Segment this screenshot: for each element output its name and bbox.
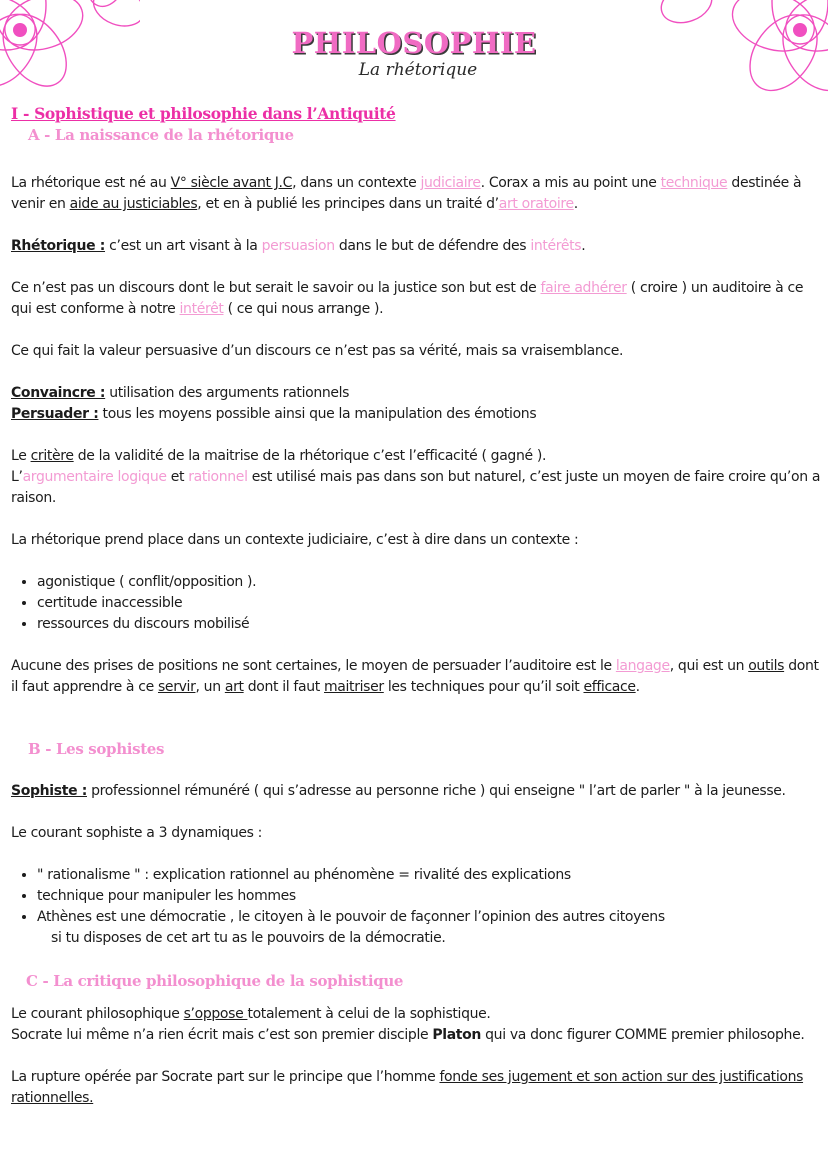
list-item-continuation: si tu disposes de cet art tu as le pouvoirs de la démocratie. bbox=[51, 930, 446, 946]
definition-persuader bbox=[11, 404, 823, 425]
definition-rhetorique bbox=[11, 236, 823, 257]
definition-term: Rhétorique : bbox=[11, 238, 106, 254]
page-header bbox=[0, 26, 828, 80]
pink-term: technique bbox=[660, 175, 728, 191]
underlined-text: servir bbox=[157, 679, 196, 695]
list-item: • agonistique ( conflit/opposition ). bbox=[37, 572, 823, 593]
paragraph bbox=[11, 467, 823, 509]
text: est utilisé mais pas dans son but naturel, c’est juste un moyen de faire croire qu’on a raison. bbox=[11, 469, 821, 506]
section-heading-b: B - Les sophistes bbox=[28, 740, 165, 758]
text: Ce n’est pas un discours dont le but serait le savoir ou la justice son but est de bbox=[11, 280, 541, 296]
list-item: • certitude inaccessible bbox=[37, 593, 823, 614]
list-item: • " rationalisme " : explication rationnel au phénomène = rivalité des explications bbox=[37, 865, 823, 886]
section-heading-c: C - La critique philosophique de la sophistique bbox=[26, 972, 404, 990]
text: tous les moyens possible ainsi que la manipulation des émotions bbox=[98, 406, 537, 422]
text: qui va donc figurer COMME premier philosophe. bbox=[481, 1027, 805, 1043]
text: et bbox=[166, 469, 189, 485]
text: de la validité de la maitrise de la rhétorique c’est l’efficacité ( gagné ). bbox=[73, 448, 547, 464]
text: Aucune des prises de positions ne sont certaines, le moyen de persuader l’auditoire est le bbox=[11, 658, 616, 674]
pink-term: intérêts bbox=[530, 238, 582, 254]
paragraph: Le courant sophiste a 3 dynamiques : bbox=[11, 825, 263, 841]
paragraph bbox=[11, 173, 823, 215]
list-item bbox=[37, 907, 823, 949]
underlined-text: efficace bbox=[583, 679, 636, 695]
pink-term: faire adhérer bbox=[540, 280, 627, 296]
text: , un bbox=[195, 679, 225, 695]
text: La rupture opérée par Socrate part sur le principe que l’homme bbox=[11, 1069, 440, 1085]
definition-convaincre bbox=[11, 383, 823, 404]
text: les techniques pour qu’il soit bbox=[383, 679, 584, 695]
text: L’ bbox=[11, 469, 23, 485]
pink-term: art oratoire bbox=[498, 196, 574, 212]
pink-term: langage bbox=[615, 658, 670, 674]
paragraph bbox=[11, 446, 823, 467]
text: , dans un contexte bbox=[292, 175, 421, 191]
text: Socrate lui même n’a rien écrit mais c’est son premier disciple bbox=[11, 1027, 433, 1043]
bullet-list bbox=[11, 572, 823, 635]
underlined-text: art bbox=[224, 679, 244, 695]
paragraph bbox=[11, 278, 823, 320]
text: professionnel rémunéré ( qui s’adresse au personne riche ) qui enseigne " l’art de parler " à la jeunesse. bbox=[86, 783, 786, 799]
text: destinée à venir en bbox=[11, 175, 802, 212]
pink-term: intérêt bbox=[179, 301, 224, 317]
text: dont il faut apprendre à ce bbox=[11, 658, 819, 695]
underlined-text: aide au justiciables bbox=[69, 196, 198, 212]
pink-term: argumentaire logique bbox=[22, 469, 167, 485]
page-subtitle: La rhétorique bbox=[358, 60, 478, 80]
text: Athènes est une démocratie , le citoyen à le pouvoir de façonner l’opinion des autres citoyens bbox=[37, 909, 665, 925]
underlined-text: V° siècle avant J.C bbox=[170, 175, 293, 191]
bold-name: Platon bbox=[432, 1027, 482, 1043]
underlined-text: fonde ses jugement et son action sur des justifications rationnelles. bbox=[11, 1069, 804, 1106]
underlined-text: outils bbox=[748, 658, 785, 674]
text: ( ce qui nous arrange ). bbox=[223, 301, 384, 317]
pink-term: judiciaire bbox=[420, 175, 481, 191]
text: dont il faut bbox=[243, 679, 324, 695]
pink-term: rationnel bbox=[188, 469, 248, 485]
text: , qui est un bbox=[669, 658, 749, 674]
page-title: PHILOSOPHIE bbox=[291, 26, 537, 60]
paragraph bbox=[11, 656, 823, 698]
definition-sophiste bbox=[11, 781, 823, 802]
text: . bbox=[635, 679, 640, 695]
text: . Corax a mis au point une bbox=[480, 175, 661, 191]
text: . bbox=[581, 238, 586, 254]
document-body bbox=[11, 104, 823, 1109]
definition-term: Persuader : bbox=[11, 406, 99, 422]
bullet-list bbox=[11, 865, 823, 949]
paragraph bbox=[11, 1067, 823, 1109]
text: dans le but de défendre des bbox=[334, 238, 531, 254]
definition-term: Convaincre : bbox=[11, 385, 106, 401]
text: Le courant philosophique bbox=[11, 1006, 184, 1022]
section-heading-1: I - Sophistique et philosophie dans l’Antiquité bbox=[11, 104, 396, 123]
section-heading-a: A - La naissance de la rhétorique bbox=[28, 126, 294, 144]
list-item: • technique pour manipuler les hommes bbox=[37, 886, 823, 907]
text: ( croire ) un auditoire à ce qui est conforme à notre bbox=[11, 280, 804, 317]
text: totalement à celui de la sophistique. bbox=[247, 1006, 491, 1022]
paragraph bbox=[11, 1004, 823, 1025]
list-item: • ressources du discours mobilisé bbox=[37, 614, 823, 635]
paragraph: Ce qui fait la valeur persuasive d’un discours ce n’est pas sa vérité, mais sa vraisemblance. bbox=[11, 343, 624, 359]
underlined-text: critère bbox=[30, 448, 74, 464]
definition-term: Sophiste : bbox=[11, 783, 87, 799]
underlined-text: maitriser bbox=[324, 679, 384, 695]
paragraph bbox=[11, 1025, 823, 1046]
text: Le bbox=[11, 448, 31, 464]
paragraph: La rhétorique prend place dans un contexte judiciaire, c’est à dire dans un contexte : bbox=[11, 532, 579, 548]
underlined-text: s’oppose bbox=[183, 1006, 248, 1022]
text: c’est un art visant à la bbox=[105, 238, 262, 254]
text: La rhétorique est né au bbox=[11, 175, 171, 191]
text: utilisation des arguments rationnels bbox=[105, 385, 350, 401]
pink-term: persuasion bbox=[261, 238, 335, 254]
text: , et en à publié les principes dans un traité d’ bbox=[197, 196, 499, 212]
text: . bbox=[573, 196, 578, 212]
